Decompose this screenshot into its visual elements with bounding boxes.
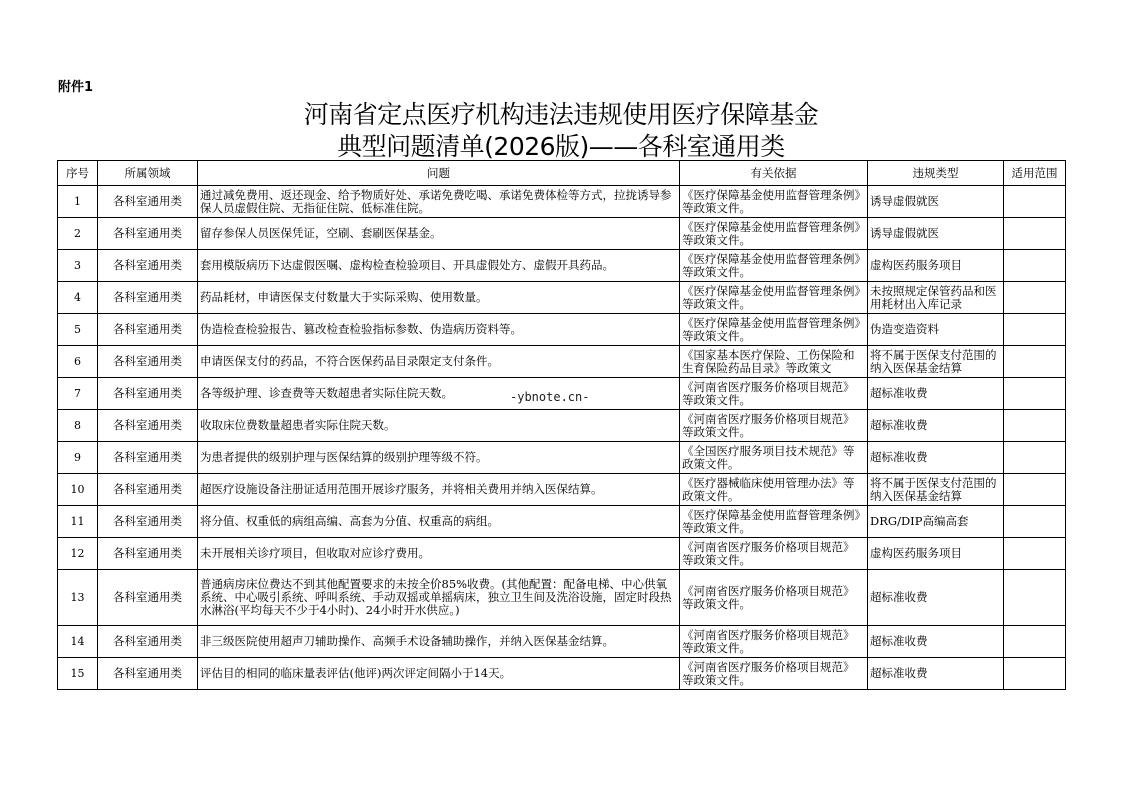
cell-type: 诱导虚假就医 [868,186,1004,218]
table-row [58,626,1066,658]
attachment-label: 附件1 [58,80,94,95]
cell-type: 虚构医药服务项目 [868,250,1004,282]
cell-scope [1004,346,1066,378]
cell-basis: 《医疗保障基金使用监督管理条例》等政策文件。 [680,282,868,314]
cell-scope [1004,314,1066,346]
cell-scope [1004,506,1066,538]
table-row [58,474,1066,506]
cell-domain: 各科室通用类 [98,570,198,626]
table-row [58,218,1066,250]
cell-type: 虚构医药服务项目 [868,538,1004,570]
cell-scope [1004,658,1066,690]
table-row [58,346,1066,378]
cell-scope [1004,570,1066,626]
cell-scope [1004,218,1066,250]
cell-issue: 各等级护理、诊查费等天数超患者实际住院天数。 [198,378,680,410]
table-row [58,442,1066,474]
cell-domain: 各科室通用类 [98,314,198,346]
cell-scope [1004,474,1066,506]
cell-basis: 《河南省医疗服务价格项目规范》等政策文件。 [680,658,868,690]
cell-domain: 各科室通用类 [98,474,198,506]
cell-scope [1004,378,1066,410]
cell-issue: 评估目的相同的临床量表评估(他评)两次评定间隔小于14天。 [198,658,680,690]
table-row [58,538,1066,570]
cell-type: 将不属于医保支付范围的纳入医保基金结算 [868,474,1004,506]
table-row [58,410,1066,442]
cell-seq: 6 [58,346,98,378]
cell-domain: 各科室通用类 [98,250,198,282]
cell-issue: 为患者提供的级别护理与医保结算的级别护理等级不符。 [198,442,680,474]
cell-basis: 《医疗保障基金使用监督管理条例》等政策文件。 [680,314,868,346]
cell-issue: 将分值、权重低的病组高编、高套为分值、权重高的病组。 [198,506,680,538]
header-seq: 序号 [58,161,98,186]
cell-scope [1004,250,1066,282]
cell-type: DRG/DIP高编高套 [868,506,1004,538]
cell-issue: 药品耗材，申请医保支付数量大于实际采购、使用数量。 [198,282,680,314]
cell-issue: 普通病房床位费达不到其他配置要求的未按全价85%收费。(其他配置：配备电梯、中心供氧系统、中心吸引系统、呼叫系统、手动双摇或单摇病床，独立卫生间及洗浴设施，固定时段热水淋浴(平均每天不少于4小时)、24小时开水供应。) [198,570,680,626]
cell-domain: 各科室通用类 [98,626,198,658]
cell-scope [1004,626,1066,658]
cell-seq: 3 [58,250,98,282]
page-title-line2: 典型问题清单(2026版)——各科室通用类 [337,132,785,161]
cell-seq: 14 [58,626,98,658]
cell-seq: 2 [58,218,98,250]
cell-scope [1004,442,1066,474]
issue-table [57,160,1066,690]
cell-issue: 套用模版病历下达虚假医嘱、虚构检查检验项目、开具虚假处方、虚假开具药品。 [198,250,680,282]
cell-type: 超标准收费 [868,410,1004,442]
cell-issue: 超医疗设施设备注册证适用范围开展诊疗服务，并将相关费用并纳入医保结算。 [198,474,680,506]
cell-basis: 《医疗保障基金使用监督管理条例》等政策文件。 [680,506,868,538]
cell-issue: 留存参保人员医保凭证，空刷、套刷医保基金。 [198,218,680,250]
cell-issue: 伪造检查检验报告、篡改检查检验指标参数、伪造病历资料等。 [198,314,680,346]
cell-domain: 各科室通用类 [98,218,198,250]
cell-type: 超标准收费 [868,570,1004,626]
cell-seq: 1 [58,186,98,218]
cell-type: 伪造变造资料 [868,314,1004,346]
cell-seq: 9 [58,442,98,474]
table-row [58,282,1066,314]
cell-seq: 7 [58,378,98,410]
cell-basis: 《河南省医疗服务价格项目规范》等政策文件。 [680,410,868,442]
table-row [58,570,1066,626]
cell-domain: 各科室通用类 [98,658,198,690]
cell-scope [1004,410,1066,442]
table-row [58,250,1066,282]
cell-seq: 8 [58,410,98,442]
cell-domain: 各科室通用类 [98,410,198,442]
cell-type: 超标准收费 [868,442,1004,474]
cell-seq: 10 [58,474,98,506]
table-row [58,314,1066,346]
header-scope: 适用范围 [1004,161,1066,186]
cell-issue: 申请医保支付的药品，不符合医保药品目录限定支付条件。 [198,346,680,378]
table-body [58,186,1066,690]
cell-issue: 通过减免费用、返还现金、给予物质好处、承诺免费吃喝、承诺免费体检等方式，拉拢诱导参保人员虚假住院、无指征住院、低标准住院。 [198,186,680,218]
cell-type: 将不属于医保支付范围的纳入医保基金结算 [868,346,1004,378]
cell-seq: 15 [58,658,98,690]
header-basis: 有关依据 [680,161,868,186]
table-row [58,506,1066,538]
cell-basis: 《医疗保障基金使用监督管理条例》等政策文件。 [680,186,868,218]
cell-scope [1004,282,1066,314]
cell-domain: 各科室通用类 [98,346,198,378]
cell-domain: 各科室通用类 [98,506,198,538]
cell-seq: 11 [58,506,98,538]
cell-basis: 《国家基本医疗保险、工伤保险和生育保险药品目录》等政策文 [680,346,868,378]
cell-domain: 各科室通用类 [98,442,198,474]
table-row [58,658,1066,690]
cell-seq: 13 [58,570,98,626]
cell-basis: 《全国医疗服务项目技术规范》等政策文件。 [680,442,868,474]
page-title-line1: 河南省定点医疗机构违法违规使用医疗保障基金 [303,100,819,129]
cell-domain: 各科室通用类 [98,282,198,314]
cell-basis: 《河南省医疗服务价格项目规范》等政策文件。 [680,378,868,410]
cell-issue: 非三级医院使用超声刀辅助操作、高频手术设备辅助操作，并纳入医保基金结算。 [198,626,680,658]
cell-issue: 未开展相关诊疗项目，但收取对应诊疗费用。 [198,538,680,570]
cell-type: 诱导虚假就医 [868,218,1004,250]
cell-domain: 各科室通用类 [98,378,198,410]
cell-basis: 《医疗保障基金使用监督管理条例》等政策文件。 [680,218,868,250]
table-row [58,186,1066,218]
header-issue: 问题 [198,161,680,186]
cell-seq: 5 [58,314,98,346]
cell-type: 未按照规定保管药品和医用耗材出入库记录 [868,282,1004,314]
cell-basis: 《河南省医疗服务价格项目规范》等政策文件。 [680,538,868,570]
cell-domain: 各科室通用类 [98,538,198,570]
table-header-row [58,161,1066,186]
cell-type: 超标准收费 [868,378,1004,410]
header-domain: 所属领域 [98,161,198,186]
cell-basis: 《医疗保障基金使用监督管理条例》等政策文件。 [680,250,868,282]
cell-scope [1004,186,1066,218]
cell-scope [1004,538,1066,570]
cell-seq: 4 [58,282,98,314]
cell-type: 超标准收费 [868,658,1004,690]
cell-domain: 各科室通用类 [98,186,198,218]
watermark: -ybnote.cn- [510,390,590,404]
header-type: 违规类型 [868,161,1004,186]
cell-issue: 收取床位费数量超患者实际住院天数。 [198,410,680,442]
cell-basis: 《河南省医疗服务价格项目规范》等政策文件。 [680,570,868,626]
cell-type: 超标准收费 [868,626,1004,658]
cell-seq: 12 [58,538,98,570]
cell-basis: 《河南省医疗服务价格项目规范》等政策文件。 [680,626,868,658]
cell-basis: 《医疗器械临床使用管理办法》等政策文件。 [680,474,868,506]
